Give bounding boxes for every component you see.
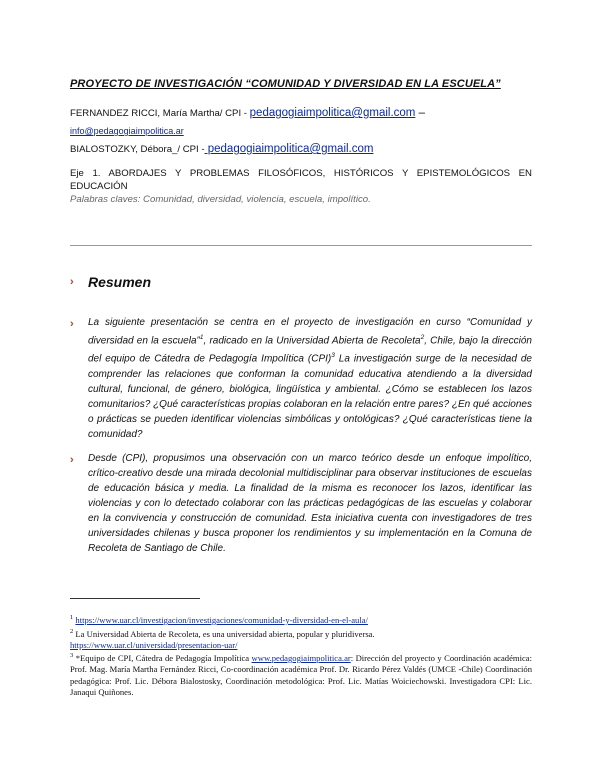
footnote-text: *Equipo de CPI, Cátedra de Pedagogía Impolítica: [73, 652, 252, 663]
separator-line: [70, 245, 532, 246]
footnote-link[interactable]: https://www.uar.cl/universidad/presentacion-uar/: [70, 640, 238, 651]
footnote-text: La Universidad Abierta de Recoleta, es una universidad abierta, popular y pluridiversa.: [73, 628, 375, 639]
author-line-1: [70, 107, 425, 119]
resumen-heading: Resumen: [88, 274, 152, 290]
footnote-2: [70, 626, 532, 652]
author-name: BIALOSTOZKY, Débora_/ CPI -: [70, 144, 205, 155]
footnote-3: [70, 650, 532, 698]
author-line-2: [70, 143, 373, 155]
footnote-ref: 2: [420, 334, 425, 341]
resumen-paragraph-1: [88, 315, 532, 442]
footnote-separator: [70, 598, 200, 599]
paragraph-text: La siguiente presentación se centra en el proyecto de investigación en curso “Comunidad y diversidad en la escuela”: [88, 317, 532, 347]
eje-heading: Eje 1. ABORDAJES Y PROBLEMAS FILOSÓFICOS, HISTÓRICOS Y EPISTEMOLÓGICOS EN EDUCACIÓN: [70, 168, 532, 192]
document-title: PROYECTO DE INVESTIGACIÓN “COMUNIDAD Y DIVERSIDAD EN LA ESCUELA”: [70, 78, 501, 90]
author-extra-email-line: [70, 126, 184, 136]
footnote-ref: 3: [331, 352, 335, 360]
footnote-link[interactable]: www.pedagogiaimpolitica.ar: [251, 652, 351, 663]
footnote-link[interactable]: https://www.uar.cl/investigacion/investigaciones/comunidad-y-diversidad-en-el-aula/: [75, 614, 368, 625]
footnote-number: 2: [70, 628, 74, 635]
bullet-icon: ›: [70, 276, 74, 288]
bullet-icon: ›: [70, 454, 74, 466]
author-email-link[interactable]: pedagogiaimpolitica@gmail.com: [204, 143, 374, 155]
author-email-suffix: –: [415, 107, 425, 119]
keywords: Palabras claves: Comunidad, diversidad, violencia, escuela, impolítico.: [70, 194, 371, 205]
paragraph-text: La investigación surge de la necesidad de comprender las relaciones que conforman la comunidad educativa atendiendo a la diversidad cultural, funcional, de género, biológica, lingüística y ambiental. ¿Cómo se establecen los lazos comunitarios? ¿Qué características propias colaboran en la relación entre pares? ¿En qué acciones o prácticas se pueden identificar violencias simbólicas y ontológicas? ¿Qué características tiene la comunidad?: [88, 353, 532, 440]
bullet-icon: ›: [70, 318, 74, 330]
footnote-number: 1: [70, 614, 74, 621]
footnote-number: 3: [70, 652, 74, 659]
author-name: FERNANDEZ RICCI, María Martha/ CPI -: [70, 108, 247, 119]
resumen-paragraph-2: Desde (CPI), propusimos una observación con un marco teórico desde un enfoque impolítico, crítico-creativo desde una mirada decolonial multidisciplinar para observar instituciones de escuelas de educación básica y media. La finalidad de la misma es reconocer los lazos, identificar las violencias y con lo detectado colaborar con las prácticas pedagógicas de las escuelas y colaborar en la convivencia y construcción de comunidad. Esta iniciativa cuenta con investigadores de tres universidades chilenas y busca proponer los rendimientos y su implementación en la Comuna de Recoleta de Santiago de Chile.: [88, 453, 532, 554]
paragraph-text: , Chile, bajo la dirección del equipo de Cátedra de Pedagogía Impolítica (CPI): [88, 335, 532, 365]
paragraph-text: , radicado en la Universidad Abierta de Recoleta: [203, 335, 421, 347]
author-email-link[interactable]: pedagogiaimpolitica@gmail.com: [249, 107, 416, 119]
footnote-1: [70, 612, 532, 626]
footnote-ref: 1: [199, 334, 204, 341]
footnote-text: : Dirección del proyecto y Coordinación académica: Prof. Mag. María Martha Fernández Ricci, Co-coordinación académica Prof. Dr. Ricardo Pérez Valdés (UMCE -Chile) Coordinación pedagógica: Prof. Lic. Débora Bialostosky, Coordinación metodológica: Prof. Lic. Matías Woiciechowski. Investigadora CPI: Lic. Janaqui Quiñones.: [70, 652, 532, 698]
info-email-link[interactable]: info@pedagogiaimpolitica.ar: [70, 126, 184, 136]
